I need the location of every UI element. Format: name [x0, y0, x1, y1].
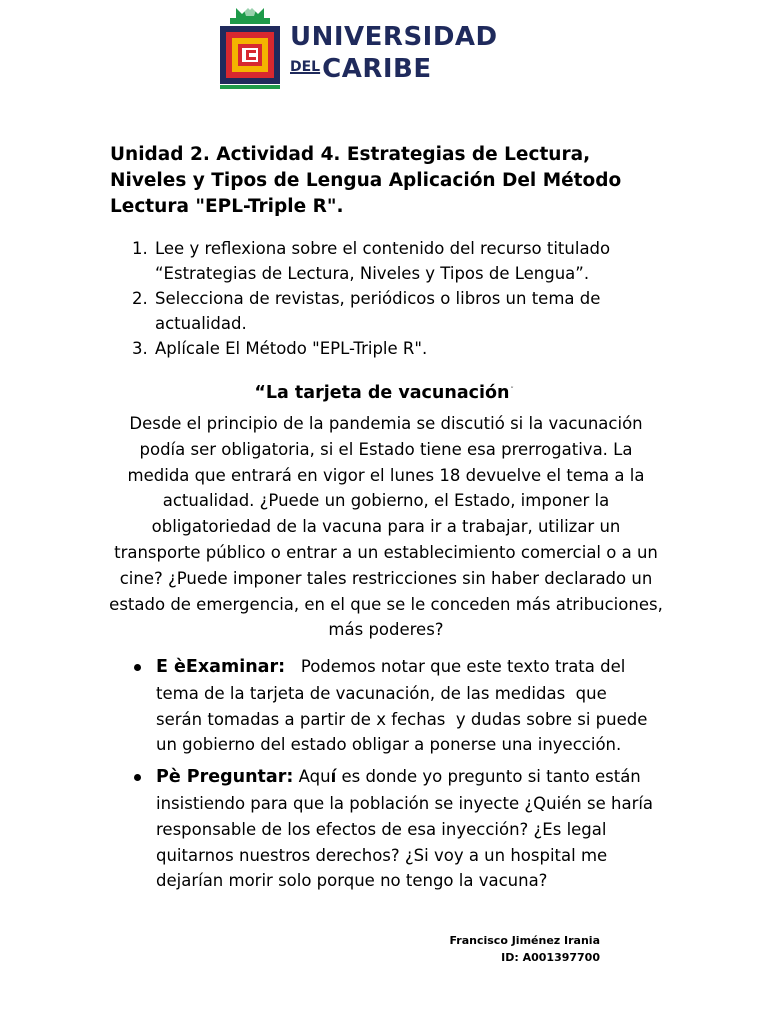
step-text-bold-char: í [330, 767, 337, 787]
bullet-icon [134, 664, 141, 671]
step-term: E èExaminar: [156, 657, 286, 677]
logo-line-del-caribe [290, 54, 432, 84]
epl-steps-list [110, 654, 655, 900]
logo-caribe: CARIBE [322, 54, 432, 84]
instructions-list [110, 236, 640, 361]
instruction-text: Lee y reflexiona sobre el contenido del recurso titulado “Estrategias de Lectura, Niveles y Tipos de Lengua”. [155, 239, 611, 283]
author-id: ID: A001397700 [501, 951, 600, 964]
step-text-rest: es donde yo pregunto si tanto están insistiendo para que la población se inyecte ¿Quién se haría responsable de los efectos de esa inyección? ¿Es legal quitarnos nuestros derechos? ¿Si voy a un hospital me dejarían morir solo porque no tengo la vacuna? [156, 767, 654, 891]
author-block [400, 932, 600, 966]
article-body: Desde el principio de la pandemia se discutió si la vacunación podía ser obligatoria, si el Estado tiene esa prerrogativa. La medida que entrará en vigor el lunes 18 devuelve el tema a la actualidad. ¿Puede un gobierno, el Estado, imponer la obligatoriedad de la vacuna para ir a trabajar, utilizar un transporte público o entrar a un establecimiento comercial o a un cine? ¿Puede imponer tales restricciones sin haber declarado un estado de emergencia, en el que se le conceden más atribuciones, más poderes? [109, 414, 663, 640]
article-title [0, 376, 768, 407]
step-term: Pè Preguntar: [156, 767, 294, 788]
step-text: Podemos notar que este texto trata del tema de la tarjeta de vacunación, de las medidas que serán tomadas a partir de x fechas y dudas sobre si puede un gobierno del estado obligar a ponerse una inyección. [156, 657, 653, 755]
instruction-item [110, 236, 640, 286]
epl-step-examinar [110, 654, 655, 758]
logo-del: DEL [290, 59, 321, 75]
logo-line-universidad: UNIVERSIDAD [290, 22, 498, 52]
instruction-number: 1. [132, 239, 148, 258]
university-logo [218, 4, 518, 90]
instruction-number: 2. [132, 289, 148, 308]
document-heading: Unidad 2. Actividad 4. Estrategias de Lectura, Niveles y Tipos de Lengua Aplicación Del Método Lectura "EPL-Triple R". [110, 144, 622, 217]
article-title-text: “La tarjeta de vacunación [254, 382, 510, 403]
author-name: Francisco Jiménez Irania [449, 934, 600, 947]
instruction-item [110, 336, 640, 361]
instruction-text: Selecciona de revistas, periódicos o libros un tema de actualidad. [155, 289, 601, 333]
logo-emblem-icon [218, 4, 282, 90]
bullet-icon [134, 774, 141, 781]
article-title-mark: ” [510, 386, 514, 393]
step-text-prefix: Aqu [293, 767, 331, 787]
instruction-number: 3. [132, 339, 148, 358]
instruction-text: Aplícale El Método "EPL-Triple R". [155, 339, 428, 358]
instruction-item [110, 286, 640, 336]
epl-step-preguntar [110, 764, 655, 894]
